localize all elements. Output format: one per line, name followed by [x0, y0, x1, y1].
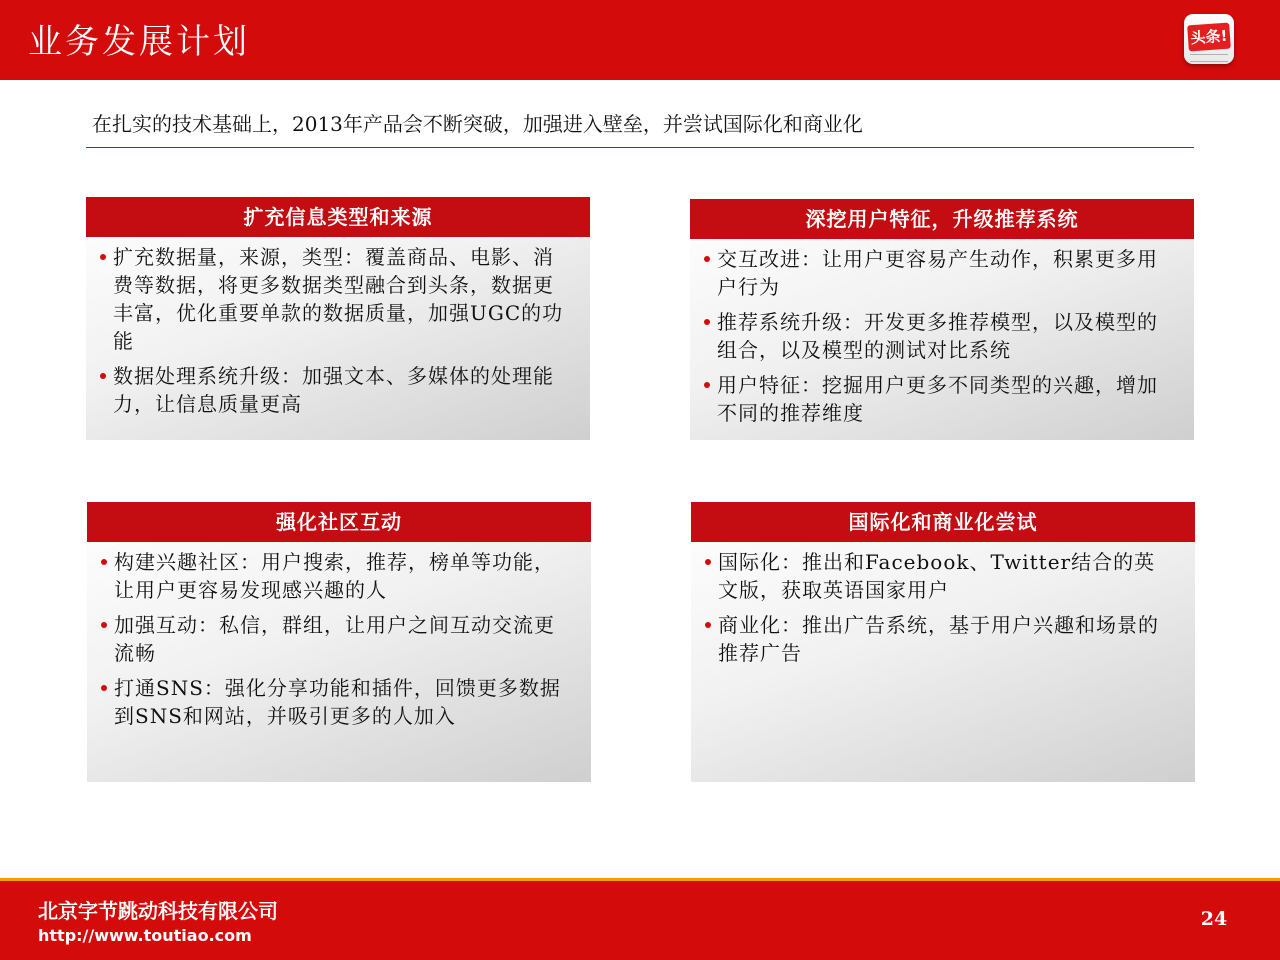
bullet-text: 交互改进：让用户更容易产生动作，积累更多用户行为 [717, 247, 1158, 299]
card-bullet-list [691, 542, 1195, 667]
card-international [691, 502, 1195, 782]
bullet-dot-icon [101, 685, 107, 691]
bullet-text: 打通SNS：强化分享功能和插件，回馈更多数据到SNS和网站，并吸引更多的人加入 [114, 676, 561, 728]
bullet-dot-icon [101, 622, 107, 628]
bullet-item [704, 308, 1170, 364]
card-title: 强化社区互动 [87, 502, 591, 542]
bullet-text: 加强互动：私信，群组，让用户之间互动交流更流畅 [114, 613, 555, 665]
bullet-item [100, 362, 566, 418]
bullet-dot-icon [100, 254, 106, 260]
page-title: 业务发展计划 [28, 22, 250, 62]
bullet-item [705, 548, 1171, 604]
card-recommendation [690, 199, 1194, 440]
card-bullet-list [86, 237, 590, 418]
subtitle-divider [86, 147, 1194, 148]
card-title: 深挖用户特征，升级推荐系统 [690, 199, 1194, 239]
bullet-text: 扩充数据量，来源，类型：覆盖商品、电影、消费等数据，将更多数据类型融合到头条，数据更丰富，优化重要单款的数据质量，加强UGC的功能 [113, 245, 564, 353]
bullet-dot-icon [704, 319, 710, 325]
card-community [87, 502, 591, 782]
bullet-text: 推荐系统升级：开发更多推荐模型，以及模型的组合，以及模型的测试对比系统 [717, 310, 1158, 362]
bullet-item [704, 245, 1170, 301]
bullet-dot-icon [705, 622, 711, 628]
bullet-text: 构建兴趣社区：用户搜索，推荐，榜单等功能，让用户更容易发现感兴趣的人 [114, 550, 555, 602]
card-bullet-list [690, 239, 1194, 427]
bullet-dot-icon [101, 559, 107, 565]
logo-lines [1190, 54, 1228, 62]
bullet-dot-icon [704, 256, 710, 262]
bullet-item [100, 243, 566, 355]
page-number: 24 [1200, 908, 1228, 930]
bullet-item [704, 371, 1170, 427]
bullet-item [705, 611, 1171, 667]
bullet-item [101, 548, 567, 604]
bullet-dot-icon [704, 382, 710, 388]
bullet-dot-icon [705, 559, 711, 565]
card-bullet-list [87, 542, 591, 730]
bullet-text: 商业化：推出广告系统，基于用户兴趣和场景的推荐广告 [718, 613, 1159, 665]
card-title: 国际化和商业化尝试 [691, 502, 1195, 542]
bullet-text: 国际化：推出和Facebook、Twitter结合的英文版，获取英语国家用户 [718, 550, 1156, 602]
bullet-text: 数据处理系统升级：加强文本、多媒体的处理能力，让信息质量更高 [113, 364, 554, 416]
company-name: 北京字节跳动科技有限公司 [38, 899, 278, 923]
logo-text: 头条! [1187, 23, 1231, 52]
card-title: 扩充信息类型和来源 [86, 197, 590, 237]
toutiao-logo-icon [1184, 14, 1234, 64]
company-url: http://www.toutiao.com [38, 926, 252, 945]
slide-subtitle: 在扎实的技术基础上，2013年产品会不断突破，加强进入壁垒，并尝试国际化和商业化 [92, 112, 863, 136]
bullet-text: 用户特征：挖掘用户更多不同类型的兴趣，增加不同的推荐维度 [717, 373, 1158, 425]
bullet-item [101, 674, 567, 730]
bullet-dot-icon [100, 373, 106, 379]
bullet-item [101, 611, 567, 667]
card-info-types [86, 197, 590, 440]
